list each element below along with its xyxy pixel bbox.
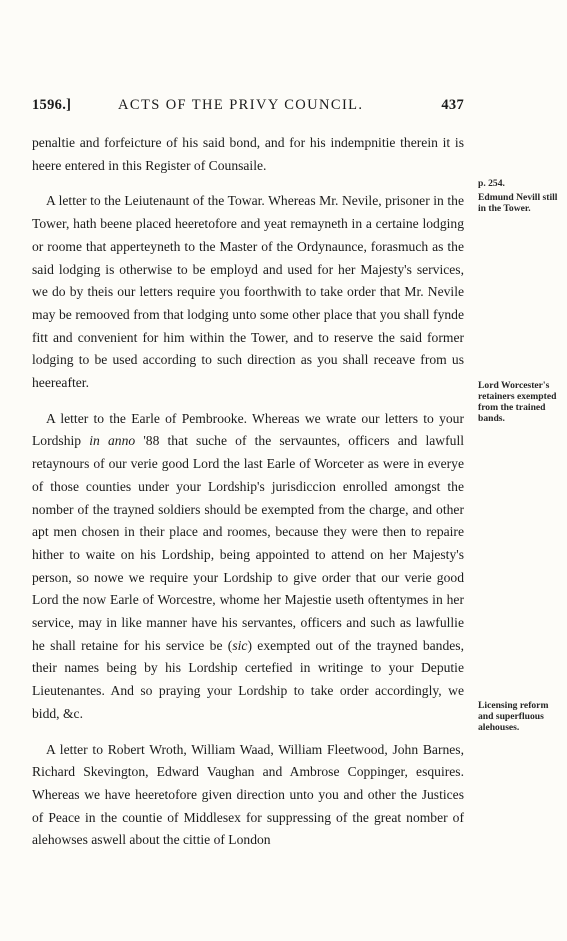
pembroke-text-1: A letter to the Earle of Pembrooke. Whereas we wrate our letters to your Lordship: [32, 410, 464, 449]
pembroke-text-2: '88 that suche of the servauntes, officers and lawfull retaynours of our verie good Lord the last Earle of Worceter as were in everye of those counties under your Lordship's jurisdiccion enrolled amongst the nomber of the trayned soldiers should be exempted from the charge, and other apt men chosen in their place and roomes, because they were then to repaire hither to waite on his Lordship, being appointed to attend on her Majesty's person, so nowe we require your Lordship to give order that our verie good Lord the now Earle of Worcestre, whome her Majestie useth oftentymes in her service, may in like manner have his servantes, officers and such as lawfullie he shall retaine for his service be (: [32, 433, 465, 653]
paragraph-letter-justices-middlesex: A letter to Robert Wroth, William Waad, William Fleetwood, John Barnes, Richard Skevington, Edward Vaughan and Ambrose Coppinger, esquires. Whereas we have heeretofore given direction unto you and other the Justices of Peace in the countie of Middlesex for suppressing of the great nomber of alehowses aswell about the cittie of London: [32, 741, 464, 848]
pembroke-text-3: ) exempted out of the trayned bandes, their names being by his Lordship certefied in writinge to your Deputie Lieutenantes. And so praying your Lordship to take order accordingly, we bidd, &c.: [32, 637, 464, 721]
document-body: [32, 132, 464, 852]
paragraph-bond-continuation: penaltie and forfeicture of his said bond, and for his indempnitie therein it is heere entered in this Register of Counsaile.: [32, 135, 464, 173]
page-number: 437: [441, 97, 464, 113]
header-title: ACTS OF THE PRIVY COUNCIL.: [118, 97, 364, 113]
paragraph-letter-lieutenant-tower: A letter to the Leiutenaunt of the Towar. Whereas Mr. Nevile, prisoner in the Tower, hath beene placed heeretofore and yeat remayneth in a certaine lodging or roome that apperteyneth to the Master of the Ordynaunce, forasmuch as the said lodging is otherwise to be employd and used for her Majesty's services, we do by theis our letters require you foorthwith to take order that Mr. Nevile may be remooved from that lodging unto some other place that you shall fynde fitt and convenient for him within the Tower, and to reserve the said former lodging to be used according to such direction as you shall receave from us heereafter.: [32, 193, 464, 391]
pembroke-italic-in-anno: in anno: [89, 433, 136, 449]
margin-note-alehouses: Licensing reform and superfluous alehouses.: [478, 700, 549, 733]
margin-page-reference: p. 254.: [478, 178, 505, 189]
margin-note-nevill: Edmund Nevill still in the Tower.: [478, 192, 558, 214]
pembroke-italic-sic: sic: [232, 637, 248, 653]
margin-note-worcester-retainers: Lord Worcester's retainers exempted from the trained bands.: [478, 380, 557, 424]
header-year: 1596.]: [32, 97, 72, 113]
running-head: [32, 97, 464, 117]
paragraph-letter-earl-pembroke: [32, 408, 464, 726]
